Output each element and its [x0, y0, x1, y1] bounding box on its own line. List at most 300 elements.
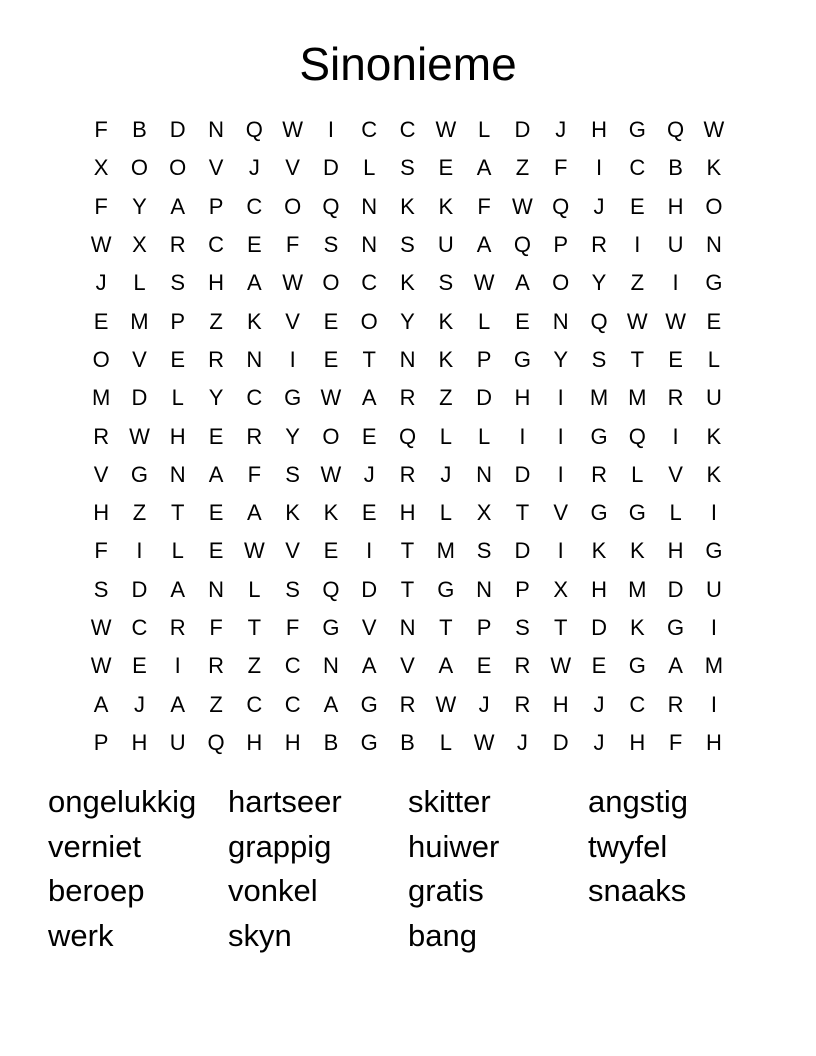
grid-letter: G — [667, 615, 685, 640]
grid-letter: N — [476, 576, 493, 602]
grid-letter: W — [473, 270, 495, 296]
grid-letter: S — [285, 461, 300, 487]
grid-letter: D — [591, 615, 607, 640]
word-list-item: grappig — [228, 828, 332, 864]
grid-letter: C — [246, 193, 263, 219]
grid-letter: E — [438, 155, 454, 181]
grid-letter: B — [132, 117, 147, 143]
grid-letter: S — [323, 232, 339, 258]
grid-letter: I — [557, 423, 564, 449]
grid-letter: J — [133, 691, 145, 717]
grid-letter: J — [593, 691, 605, 717]
grid-letter: J — [516, 729, 528, 755]
grid-letter: V — [285, 538, 300, 564]
grid-letter: G — [513, 346, 531, 372]
grid-letter: U — [667, 232, 684, 258]
grid-letter: A — [476, 155, 492, 181]
grid-letter: A — [515, 270, 530, 296]
grid-letter: D — [476, 385, 493, 411]
grid-letter: E — [361, 423, 377, 449]
grid-letter: E — [132, 653, 147, 679]
grid-letter: G — [284, 385, 302, 411]
grid-letter: I — [136, 538, 143, 564]
grid-letter: U — [705, 576, 722, 602]
grid-letter: R — [246, 423, 263, 449]
grid-letter: R — [399, 691, 416, 717]
grid-letter: J — [95, 270, 107, 296]
grid-letter: R — [514, 653, 531, 679]
grid-letter: K — [706, 155, 722, 181]
grid-letter: M — [436, 538, 455, 564]
grid-letter: Y — [553, 346, 569, 372]
grid-letter: Q — [552, 193, 570, 219]
grid-letter: I — [174, 653, 181, 679]
grid-letter: G — [322, 615, 340, 640]
grid-letter: R — [208, 346, 224, 372]
grid-letter: K — [629, 615, 645, 640]
grid-letter: L — [133, 270, 146, 296]
grid-letter: B — [323, 729, 339, 755]
grid-letter: S — [400, 155, 415, 181]
grid-letter: S — [170, 270, 186, 296]
grid-letter: O — [284, 193, 302, 219]
grid-letter: R — [667, 385, 684, 411]
grid-letter: L — [631, 461, 644, 487]
grid-letter: K — [438, 346, 454, 372]
grid-letter: W — [129, 423, 150, 449]
grid-letter: L — [439, 729, 452, 755]
grid-letter: G — [705, 270, 723, 296]
grid-letter: J — [555, 117, 567, 143]
grid-letter: D — [514, 461, 531, 487]
grid-letter: C — [361, 117, 378, 143]
grid-letter: S — [93, 576, 109, 602]
grid-letter: Y — [132, 193, 147, 219]
grid-letter: J — [248, 155, 260, 181]
grid-letter: W — [665, 308, 686, 334]
grid-letter: O — [322, 270, 340, 296]
grid-letter: E — [208, 500, 224, 526]
grid-letter: C — [208, 232, 224, 258]
grid-letter: V — [400, 653, 415, 679]
grid-letter: I — [710, 691, 717, 717]
grid-letter: A — [208, 461, 224, 487]
grid-letter: D — [361, 576, 378, 602]
grid-letter: G — [628, 500, 646, 526]
grid-letter: H — [131, 729, 148, 755]
grid-letter: H — [169, 423, 186, 449]
grid-letter: W — [320, 385, 342, 411]
grid-letter: O — [169, 155, 187, 181]
grid-letter: M — [628, 385, 647, 411]
grid-letter: I — [557, 538, 564, 564]
grid-letter: A — [170, 576, 186, 602]
grid-letter: E — [629, 193, 645, 219]
grid-letter: H — [667, 538, 684, 564]
grid-letter: O — [705, 193, 723, 219]
grid-letter: I — [710, 500, 717, 526]
grid-letter: L — [363, 155, 376, 181]
grid-letter: Q — [513, 232, 531, 258]
grid-letter: H — [705, 729, 722, 755]
grid-letter: E — [208, 423, 224, 449]
grid-letter: N — [169, 461, 186, 487]
grid-letter: F — [209, 615, 223, 640]
word-list — [48, 780, 768, 959]
grid-letter: C — [284, 653, 301, 679]
grid-letter: W — [320, 461, 342, 487]
grid-letter: M — [628, 576, 647, 602]
grid-letter: X — [93, 155, 109, 181]
grid-letter: E — [323, 308, 339, 334]
grid-letter: M — [91, 385, 111, 411]
grid-letter: K — [323, 500, 339, 526]
word-list-item: beroep — [48, 873, 145, 909]
grid-letter: T — [553, 615, 568, 640]
grid-letter: O — [92, 346, 110, 372]
grid-letter: M — [704, 653, 724, 679]
grid-letter: K — [706, 461, 722, 487]
grid-letter: L — [171, 385, 184, 411]
grid-letter: D — [552, 729, 569, 755]
word-list-item: snaaks — [588, 873, 687, 909]
grid-letter: K — [285, 500, 300, 526]
grid-letter: R — [591, 461, 607, 487]
word-list-item: ongelukkig — [48, 784, 197, 819]
grid-letter: H — [514, 385, 531, 411]
grid-letter: E — [323, 346, 339, 372]
grid-letter: C — [361, 270, 378, 296]
grid-letter: L — [248, 576, 261, 602]
word-list-item: huiwer — [408, 828, 500, 864]
grid-letter: E — [93, 308, 109, 334]
grid-letter: J — [478, 691, 490, 717]
grid-letter: H — [208, 270, 224, 296]
grid-letter: P — [208, 193, 224, 219]
grid-letter: W — [550, 653, 572, 679]
grid-letter: S — [515, 615, 530, 640]
word-list-item: gratis — [408, 873, 484, 909]
grid-letter: D — [514, 538, 531, 564]
grid-letter: G — [705, 538, 723, 564]
grid-letter: E — [361, 500, 377, 526]
grid-letter: A — [246, 270, 262, 296]
grid-letter: I — [634, 232, 641, 258]
grid-letter: V — [285, 308, 300, 334]
grid-letter: M — [130, 308, 149, 334]
grid-letter: T — [171, 500, 185, 526]
grid-letter: Q — [398, 423, 417, 449]
puzzle-title: Sinonieme — [299, 38, 517, 90]
grid-letter: Z — [209, 308, 223, 334]
grid-letter: A — [170, 193, 186, 219]
grid-letter: L — [477, 308, 491, 334]
grid-letter: W — [626, 308, 648, 334]
grid-letter: F — [668, 729, 683, 755]
grid-letter: X — [476, 500, 492, 526]
grid-letter: K — [400, 270, 415, 296]
grid-letter: S — [438, 270, 454, 296]
grid-letter: T — [247, 615, 262, 640]
grid-letter: N — [399, 615, 416, 640]
grid-letter: X — [553, 576, 569, 602]
grid-letter: P — [515, 576, 530, 602]
grid-letter: I — [557, 385, 564, 411]
grid-letter: T — [515, 500, 530, 526]
grid-letter: R — [93, 423, 110, 449]
grid-letter: H — [246, 729, 263, 755]
grid-letter: G — [360, 691, 378, 717]
grid-letter: E — [246, 232, 262, 258]
grid-letter: J — [593, 193, 605, 219]
grid-letter: Y — [208, 385, 224, 411]
grid-letter: W — [512, 193, 533, 219]
grid-letter: I — [327, 117, 334, 143]
grid-letter: K — [706, 423, 722, 449]
grid-letter: O — [322, 423, 340, 449]
grid-letter: N — [552, 308, 569, 334]
grid-letter: I — [557, 461, 564, 487]
grid-letter: R — [667, 691, 684, 717]
grid-letter: S — [400, 232, 415, 258]
grid-letter: W — [435, 117, 457, 143]
grid-letter: Q — [590, 308, 608, 334]
grid-letter: F — [553, 155, 568, 181]
grid-letter: C — [284, 691, 301, 717]
grid-letter: T — [439, 615, 453, 640]
grid-letter: G — [590, 500, 608, 526]
grid-letter: A — [93, 691, 109, 717]
grid-letter: O — [552, 270, 570, 296]
grid-letter: G — [628, 653, 646, 679]
grid-letter: Q — [207, 729, 225, 755]
grid-letter: D — [667, 576, 684, 602]
grid-letter: L — [171, 538, 184, 564]
grid-letter: P — [476, 615, 492, 640]
grid-letter: H — [399, 500, 416, 526]
grid-letter: A — [361, 653, 377, 679]
grid-letter: Z — [132, 500, 147, 526]
grid-letter: R — [208, 653, 224, 679]
grid-letter: V — [208, 155, 224, 181]
word-list-item: werk — [48, 918, 114, 954]
grid-letter: F — [94, 538, 108, 564]
grid-letter: N — [399, 346, 416, 372]
grid-letter: I — [710, 615, 717, 640]
grid-letter: R — [399, 461, 416, 487]
grid-letter: Z — [515, 155, 530, 181]
grid-letter: G — [360, 729, 378, 755]
grid-letter: P — [553, 232, 569, 258]
grid-letter: P — [170, 308, 186, 334]
grid-letter: I — [289, 346, 296, 372]
grid-letter: Z — [439, 385, 453, 411]
grid-letter: D — [169, 117, 186, 143]
grid-letter: R — [591, 232, 607, 258]
grid-letter: K — [438, 308, 454, 334]
grid-letter: P — [93, 729, 109, 755]
grid-letter: A — [476, 232, 492, 258]
grid-letter: R — [169, 615, 186, 640]
word-list-item: vonkel — [228, 873, 318, 909]
grid-letter: U — [705, 385, 722, 411]
grid-letter: L — [477, 423, 491, 449]
grid-letter: W — [90, 232, 112, 258]
grid-letter: T — [630, 346, 645, 372]
grid-letter: I — [672, 270, 679, 296]
grid-letter: U — [169, 729, 186, 755]
word-list-item: hartseer — [228, 784, 342, 819]
grid-letter: C — [629, 155, 646, 181]
grid-letter: D — [514, 117, 531, 143]
grid-letter: V — [132, 346, 147, 372]
grid-letter: I — [672, 423, 679, 449]
grid-letter: V — [553, 500, 569, 526]
grid-letter: F — [94, 117, 108, 143]
grid-letter: K — [629, 538, 645, 564]
grid-letter: E — [668, 346, 683, 372]
grid-letter: Z — [630, 270, 645, 296]
grid-letter: F — [247, 461, 262, 487]
grid-letter: N — [246, 346, 263, 372]
grid-letter: R — [399, 385, 416, 411]
letter-grid — [82, 111, 733, 762]
grid-letter: M — [589, 385, 609, 411]
grid-letter: N — [322, 653, 339, 679]
grid-letter: C — [246, 385, 263, 411]
grid-letter: A — [323, 691, 339, 717]
grid-letter: E — [591, 653, 607, 679]
grid-letter: J — [363, 461, 375, 487]
grid-letter: L — [707, 346, 721, 372]
grid-letter: E — [170, 346, 186, 372]
grid-letter: H — [552, 691, 569, 717]
grid-letter: R — [169, 232, 186, 258]
grid-letter: W — [435, 691, 457, 717]
grid-letter: K — [591, 538, 607, 564]
grid-letter: K — [438, 193, 454, 219]
grid-letter: L — [477, 117, 491, 143]
grid-letter: V — [285, 155, 300, 181]
grid-letter: D — [322, 155, 339, 181]
word-list-item: twyfel — [588, 828, 668, 864]
grid-letter: B — [668, 155, 683, 181]
grid-letter: G — [590, 423, 608, 449]
grid-letter: Q — [245, 117, 263, 143]
grid-letter: Q — [322, 193, 340, 219]
grid-letter: G — [130, 461, 148, 487]
grid-letter: Z — [209, 691, 223, 717]
grid-letter: W — [282, 117, 304, 143]
grid-letter: G — [628, 117, 646, 143]
grid-letter: E — [515, 308, 530, 334]
grid-letter: W — [90, 653, 112, 679]
grid-letter: I — [595, 155, 603, 181]
grid-letter: H — [284, 729, 301, 755]
grid-letter: P — [476, 346, 492, 372]
grid-letter: V — [93, 461, 109, 487]
grid-letter: E — [706, 308, 722, 334]
grid-letter: U — [437, 232, 454, 258]
grid-letter: Y — [285, 423, 300, 449]
word-list-item: verniet — [48, 828, 142, 864]
grid-letter: B — [400, 729, 415, 755]
grid-letter: Y — [400, 308, 415, 334]
grid-letter: T — [400, 576, 415, 602]
grid-letter: J — [593, 729, 605, 755]
grid-letter: V — [361, 615, 377, 640]
grid-letter: A — [361, 385, 377, 411]
grid-letter: H — [591, 576, 607, 602]
grid-letter: F — [94, 193, 108, 219]
grid-letter: C — [399, 117, 416, 143]
grid-letter: N — [361, 193, 378, 219]
grid-letter: Y — [591, 270, 607, 296]
grid-letter: I — [519, 423, 526, 449]
grid-letter: A — [246, 500, 262, 526]
grid-letter: W — [243, 538, 265, 564]
grid-letter: D — [131, 576, 148, 602]
grid-letter: O — [360, 308, 378, 334]
grid-letter: E — [323, 538, 339, 564]
grid-letter: F — [285, 232, 300, 258]
grid-letter: E — [208, 538, 224, 564]
grid-letter: H — [667, 193, 684, 219]
grid-letter: Z — [247, 653, 262, 679]
grid-letter: C — [246, 691, 263, 717]
grid-letter: N — [208, 576, 224, 602]
grid-letter: Q — [667, 117, 685, 143]
grid-letter: S — [476, 538, 492, 564]
grid-letter: I — [366, 538, 373, 564]
grid-letter: C — [131, 615, 148, 640]
grid-letter: S — [591, 346, 607, 372]
grid-letter: W — [90, 615, 112, 640]
grid-letter: H — [93, 500, 110, 526]
grid-letter: C — [629, 691, 646, 717]
grid-letter: K — [246, 308, 262, 334]
grid-letter: F — [285, 615, 300, 640]
word-list-item: angstig — [588, 784, 688, 819]
grid-letter: W — [473, 729, 495, 755]
grid-letter: N — [705, 232, 722, 258]
grid-letter: J — [440, 461, 452, 487]
word-list-item: skyn — [228, 918, 292, 954]
grid-letter: N — [361, 232, 378, 258]
word-list-item: skitter — [408, 784, 491, 819]
grid-letter: D — [131, 385, 148, 411]
grid-letter: L — [669, 500, 682, 526]
grid-letter: A — [438, 653, 454, 679]
grid-letter: N — [476, 461, 493, 487]
grid-letter: L — [439, 423, 452, 449]
grid-letter: W — [282, 270, 304, 296]
grid-letter: V — [668, 461, 683, 487]
grid-letter: L — [439, 500, 452, 526]
grid-letter: N — [208, 117, 224, 143]
grid-letter: Q — [322, 576, 340, 602]
grid-letter: X — [132, 232, 147, 258]
grid-letter: T — [400, 538, 415, 564]
grid-letter: K — [400, 193, 415, 219]
grid-letter: T — [362, 346, 376, 372]
grid-letter: A — [668, 653, 683, 679]
grid-letter: G — [437, 576, 455, 602]
word-list-item: bang — [408, 918, 477, 954]
grid-letter: A — [170, 691, 186, 717]
grid-letter: O — [130, 155, 148, 181]
grid-letter: H — [629, 729, 646, 755]
